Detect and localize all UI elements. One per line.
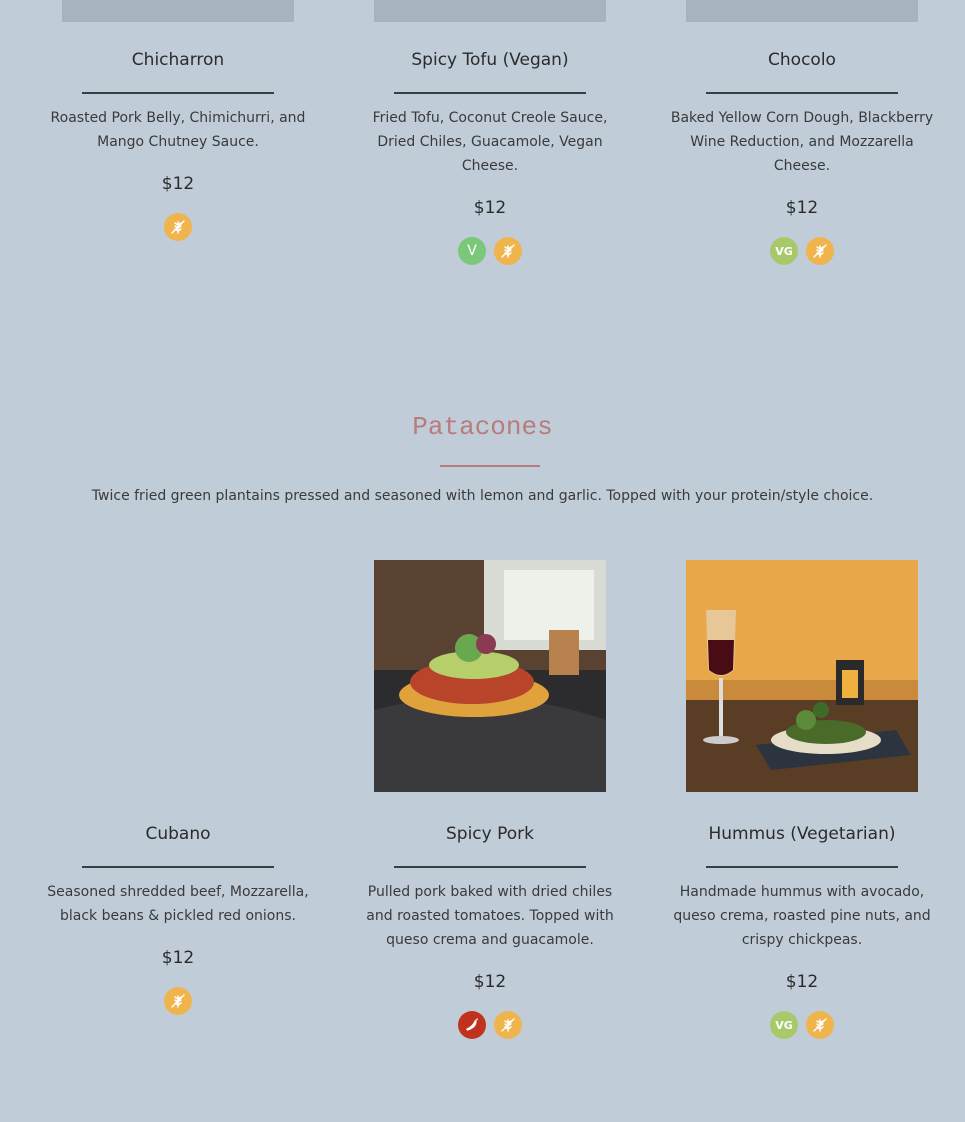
divider [706, 92, 898, 94]
diet-badges [646, 237, 958, 267]
dish-description: Handmade hummus with avocado, queso crema, roasted pine nuts, and crispy chickpeas. [673, 884, 931, 948]
vegetarian-icon: VG [770, 1011, 798, 1039]
gluten-free-icon [494, 1011, 522, 1039]
divider [394, 92, 586, 94]
diet-badges [334, 1011, 646, 1041]
gluten-free-icon [494, 237, 522, 265]
dish-price: $12 [473, 198, 507, 218]
section-title: Patacones [412, 412, 553, 442]
dish-image-chicharron [62, 0, 294, 22]
gluten-free-icon [806, 237, 834, 265]
dish-description: Roasted Pork Belly, Chimichurri, and Mango Chutney Sauce. [50, 110, 306, 150]
divider [394, 866, 586, 868]
dish-price: $12 [161, 174, 195, 194]
diet-badges [334, 237, 646, 267]
divider [706, 866, 898, 868]
dish-price: $12 [785, 972, 819, 992]
divider [82, 92, 274, 94]
diet-badges [646, 1011, 958, 1041]
chili-pepper-icon [458, 1011, 486, 1039]
dish-image-chocolo [686, 0, 918, 22]
dish-card-spicy-tofu [334, 50, 646, 267]
dish-description: Seasoned shredded beef, Mozzarella, black beans & pickled red onions. [47, 884, 309, 924]
dish-description: Pulled pork baked with dried chiles and roasted tomatoes. Topped with queso crema and guacamole. [366, 884, 614, 948]
divider [82, 866, 274, 868]
gluten-free-icon [164, 987, 192, 1015]
dish-price: $12 [161, 948, 195, 968]
dish-card-spicy-pork [334, 824, 646, 1041]
dish-card-chocolo [646, 50, 958, 267]
dish-description: Fried Tofu, Coconut Creole Sauce, Dried Chiles, Guacamole, Vegan Cheese. [372, 110, 608, 174]
vegan-icon: V [458, 237, 486, 265]
dish-description: Baked Yellow Corn Dough, Blackberry Wine Reduction, and Mozzarella Cheese. [670, 110, 934, 174]
dish-price: $12 [785, 198, 819, 218]
diet-badges [22, 987, 334, 1017]
dish-price: $12 [473, 972, 507, 992]
section-divider [440, 465, 540, 467]
dish-card-chicharron [22, 50, 334, 243]
vegetarian-icon: VG [770, 237, 798, 265]
dish-image-spicy-pork [374, 560, 606, 792]
dish-image-spicy-tofu [374, 0, 606, 22]
dish-title: Hummus (Vegetarian) [708, 824, 896, 844]
dish-title: Chocolo [768, 50, 836, 70]
gluten-free-icon [806, 1011, 834, 1039]
dish-title: Spicy Tofu (Vegan) [411, 50, 569, 70]
diet-badges [22, 213, 334, 243]
dish-title: Spicy Pork [446, 824, 534, 844]
dish-image-hummus [686, 560, 918, 792]
dish-card-cubano [22, 824, 334, 1017]
dish-card-hummus [646, 824, 958, 1041]
section-description: Twice fried green plantains pressed and seasoned with lemon and garlic. Topped with your protein/style choice. [91, 488, 874, 504]
dish-title: Chicharron [131, 50, 225, 70]
gluten-free-icon [164, 213, 192, 241]
dish-title: Cubano [145, 824, 211, 844]
